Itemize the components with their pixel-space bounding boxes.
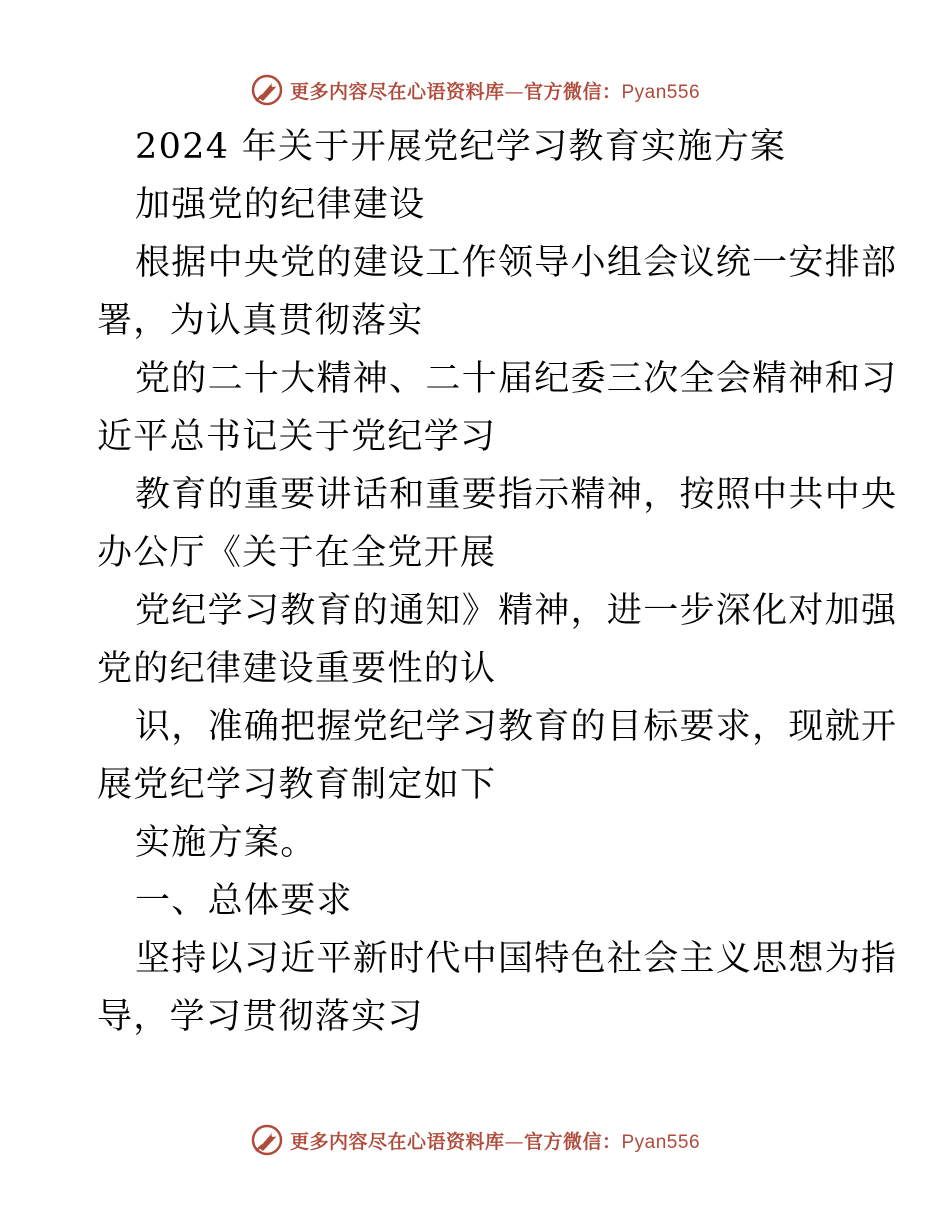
document-line: 办公厅《关于在全党开展 [97,533,497,573]
document-line: 近平总书记关于党纪学习 [97,417,497,457]
document-line: 导，学习贯彻落实习 [97,997,424,1037]
document-line: 党的纪律建设重要性的认 [97,649,497,689]
document-line: 党的二十大精神、二十届纪委三次全会精神和习 [135,359,898,399]
document-line: 展党纪学习教育制定如下 [97,765,497,805]
document-line: 署，为认真贯彻落实 [97,301,424,341]
header-watermark [0,70,950,110]
watermark-text: 更多内容尽在心语资料库—官方微信：Pyan556 [289,80,701,103]
document-line: 识，准确把握党纪学习教育的目标要求，现就开 [135,707,898,747]
document-body [97,118,898,1046]
footer-watermark [0,1120,950,1160]
watermark-text: 更多内容尽在心语资料库—官方微信：Pyan556 [289,1130,701,1153]
document-line: 加强党的纪律建设 [135,185,426,225]
document-line: 党纪学习教育的通知》精神，进一步深化对加强 [135,591,898,631]
document-line: 一、总体要求 [135,881,353,921]
pen-nib-logo-icon [250,1123,284,1157]
document-line: 坚持以习近平新时代中国特色社会主义思想为指 [135,939,898,979]
document-line: 教育的重要讲话和重要指示精神，按照中共中央 [135,475,898,515]
document-line: 2024 年关于开展党纪学习教育实施方案 [135,127,787,167]
document-line: 根据中央党的建设工作领导小组会议统一安排部 [135,243,898,283]
document-line: 实施方案。 [135,823,317,863]
pen-nib-logo-icon [250,73,284,107]
